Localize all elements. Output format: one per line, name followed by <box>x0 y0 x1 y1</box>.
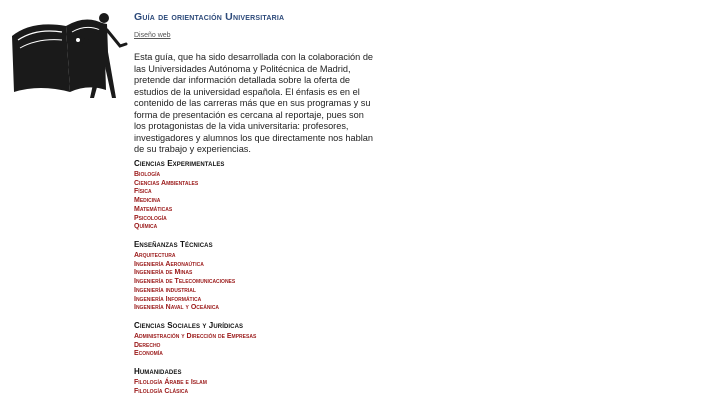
category-section <box>134 159 225 232</box>
book-figure-logo-icon <box>8 6 130 101</box>
category-heading: Ciencias Experimentales <box>134 159 225 168</box>
subject-link[interactable]: Ingeniería de Minas <box>134 269 193 277</box>
subject-list <box>134 252 235 313</box>
subject-link[interactable]: Matemáticas <box>134 205 173 213</box>
subject-link[interactable]: Filología Clásica <box>134 387 189 395</box>
subject-link[interactable]: Química <box>134 223 158 231</box>
subject-link[interactable]: Administración y Dirección de Empresas <box>134 333 257 340</box>
subject-list <box>134 333 256 359</box>
subject-link[interactable]: Medicina <box>134 197 161 205</box>
subject-link[interactable]: Ingeniería Naval y Oceánica <box>134 304 220 312</box>
subject-link[interactable]: Psicología <box>134 214 167 222</box>
subject-link[interactable]: Ingeniería Aeronaútica <box>134 260 204 268</box>
subject-link[interactable]: Ingeniería Informática <box>134 295 202 303</box>
subject-link[interactable]: Ingeniería industrial <box>134 286 196 294</box>
subject-link[interactable]: Ciencias Ambientales <box>134 179 199 187</box>
category-heading: Ciencias Sociales y Jurídicas <box>134 321 244 330</box>
page-title: Guía de orientación Universitaria <box>134 11 285 23</box>
subject-list <box>134 379 207 396</box>
category-section <box>134 367 207 396</box>
subject-link[interactable]: Ingeniería de Telecomunicaciones <box>134 278 236 286</box>
subject-link[interactable]: Biología <box>134 171 161 178</box>
category-heading: Enseñanzas Técnicas <box>134 240 213 249</box>
subject-link[interactable]: Derecho <box>134 341 161 349</box>
intro-paragraph: Esta guía, que ha sido desarrollada con la colaboración de las Universidades Autónoma y Politécnica de Madrid, pretende dar información detallada sobre la oferta de estudios de la universidad española. El énfasis es en el contenido de las carreras más que en sus programas y su forma de presentación es cercana al reportaje, pues son los protagonistas de la vida universitaria: profesores, investigadores y alumnos los que directamente nos hablan de su trabajo y experiencias. <box>134 52 374 154</box>
subject-link[interactable]: Economía <box>134 350 163 358</box>
category-section <box>134 321 256 359</box>
subject-link[interactable]: Filología Árabe e Islam <box>134 379 207 386</box>
category-heading: Humanidades <box>134 367 182 376</box>
header-intro <box>134 10 374 156</box>
subject-list <box>134 171 225 232</box>
category-section <box>134 240 235 313</box>
web-design-link[interactable]: Diseño web <box>134 32 171 39</box>
subject-link[interactable]: Arquitectura <box>134 252 176 259</box>
subject-link[interactable]: Física <box>134 188 152 196</box>
